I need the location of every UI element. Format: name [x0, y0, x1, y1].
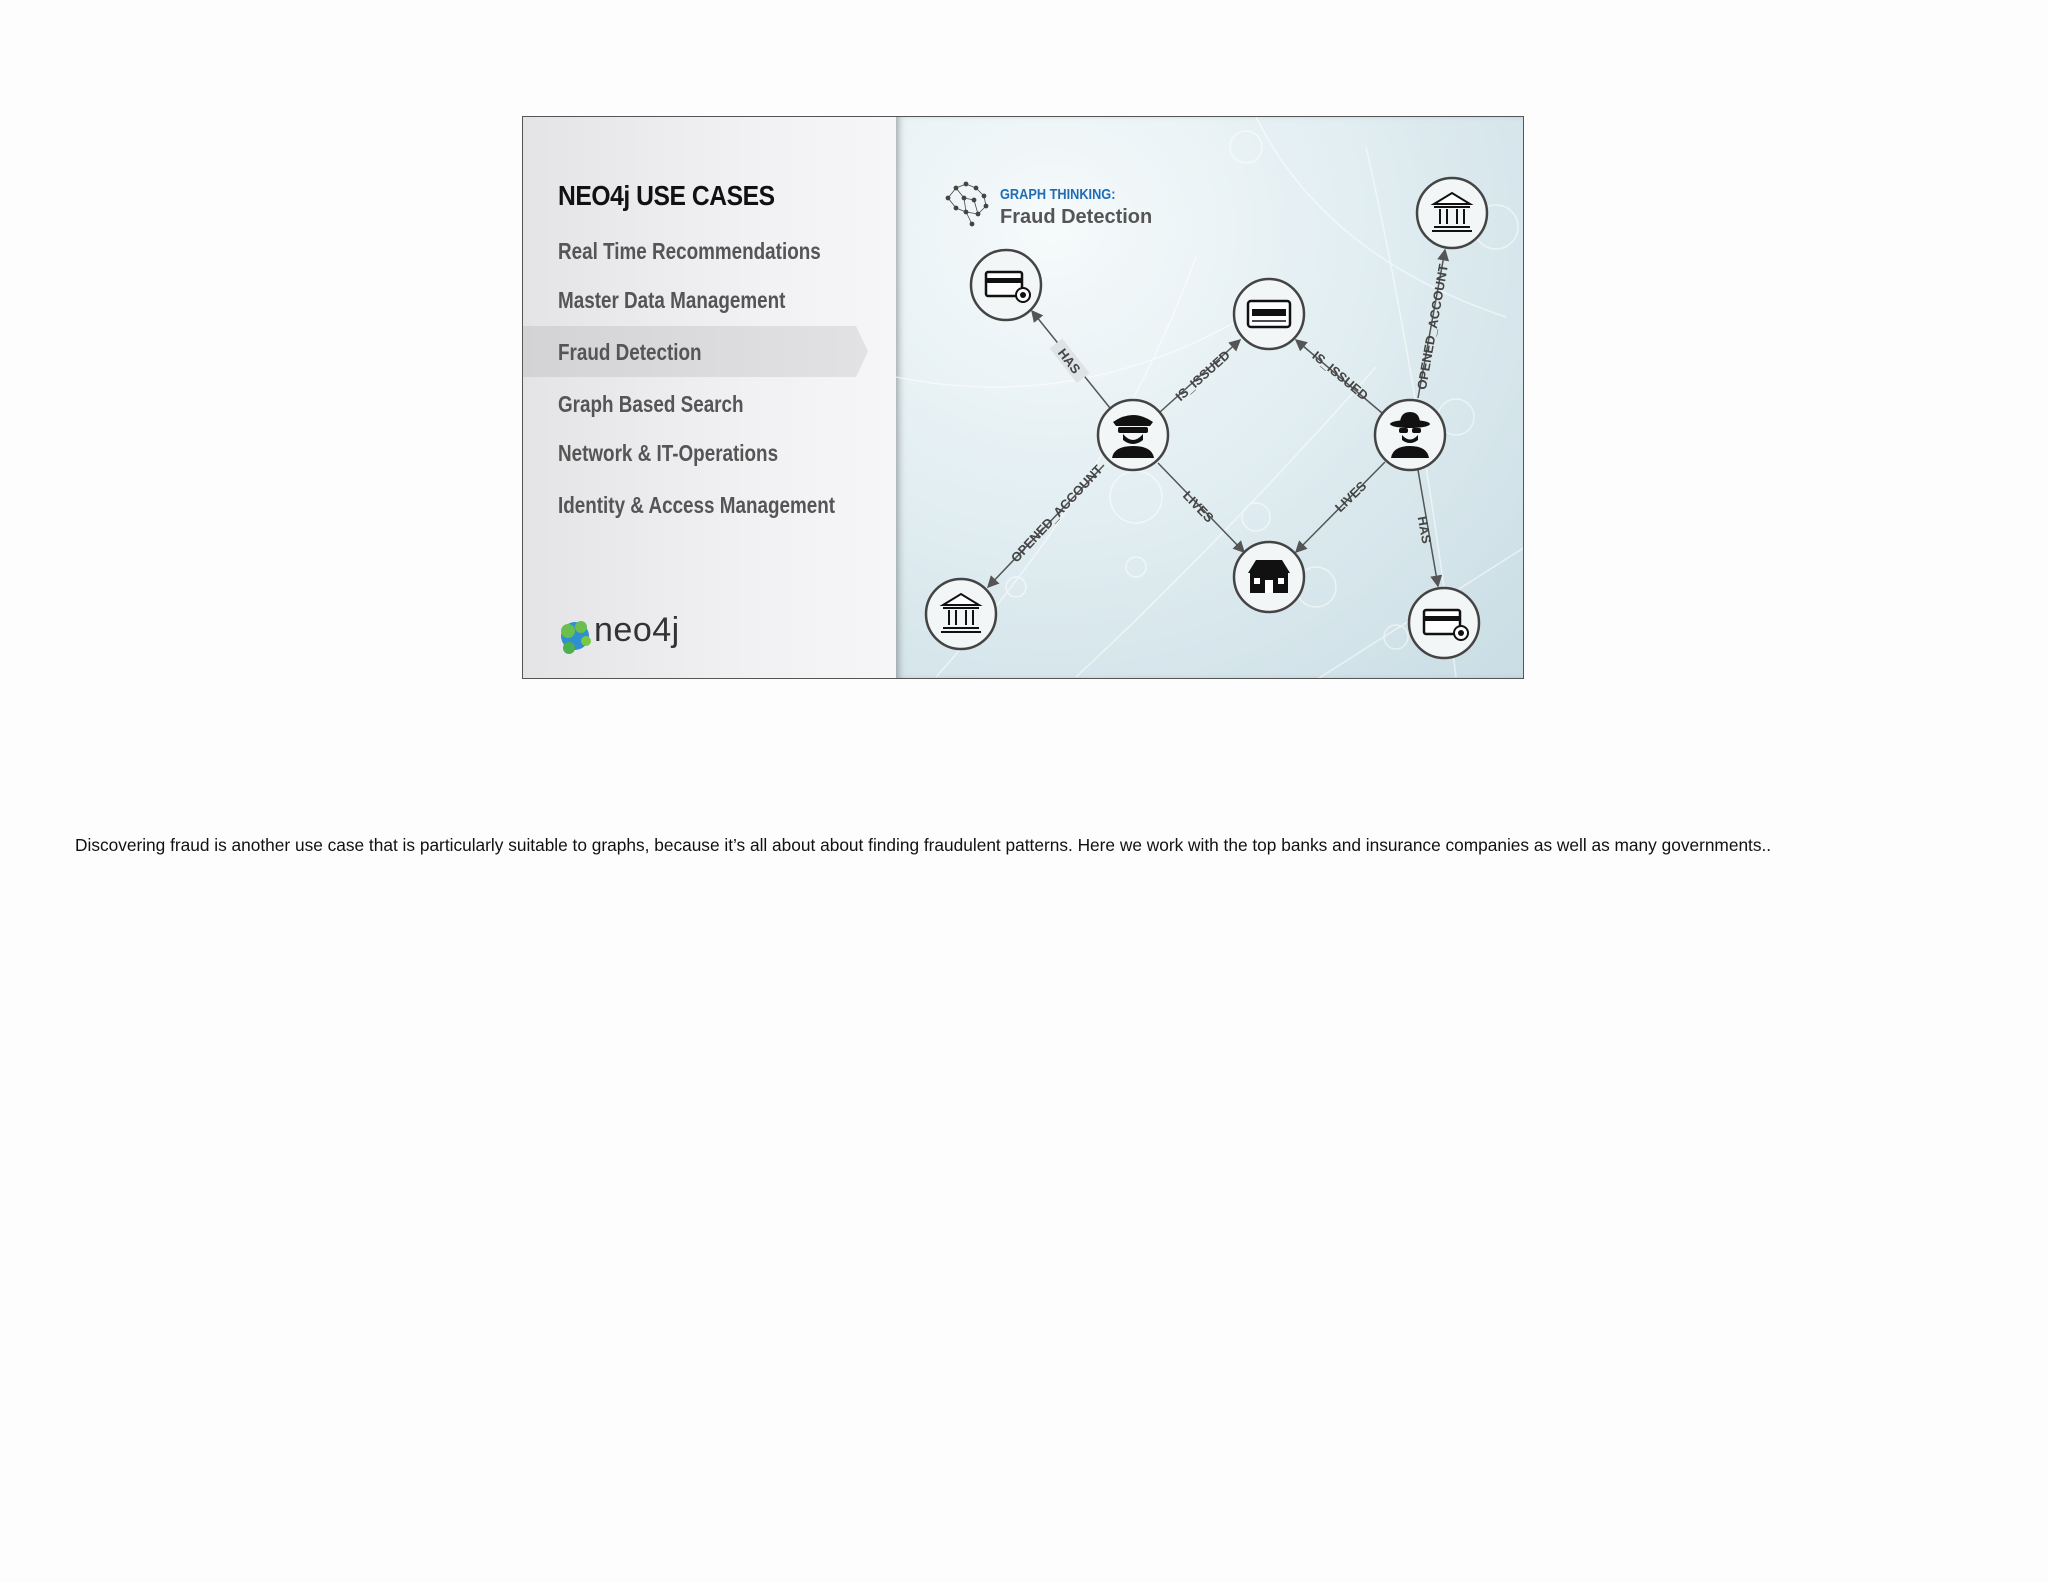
- bank-node-2[interactable]: [1417, 178, 1487, 248]
- credit-card-node-1[interactable]: [971, 250, 1041, 320]
- graph-thinking-subtitle: Fraud Detection: [1000, 206, 1153, 228]
- menu-item-network-it-operations[interactable]: Network & IT-Operations: [558, 440, 779, 466]
- menu-item-master-data-management[interactable]: Master Data Management: [558, 287, 786, 313]
- house-node[interactable]: [1234, 542, 1304, 612]
- bank-node-1[interactable]: [926, 579, 996, 649]
- menu-item-real-time-recommendations[interactable]: Real Time Recommendations: [558, 238, 821, 264]
- slide-caption: Discovering fraud is another use case that is particularly suitable to graphs, because it’s all about about finding fraudulent patterns. Here we work with the top banks and insurance companies as well as many governments..: [75, 835, 1772, 855]
- edge-label-opened-account-1: OPENED_ACCOUNT: [1007, 462, 1106, 566]
- fraud-graph: [0, 0, 2048, 700]
- menu-item-identity-access-management[interactable]: Identity & Access Management: [558, 492, 836, 518]
- menu-item-fraud-detection[interactable]: Fraud Detection: [558, 339, 702, 365]
- menu-item-graph-based-search[interactable]: Graph Based Search: [558, 391, 744, 417]
- edge-label-lives-1: LIVES: [1179, 487, 1217, 526]
- house-icon: [1248, 560, 1290, 593]
- credit-card-node-2[interactable]: [1409, 588, 1479, 658]
- fraudster-node-2[interactable]: [1375, 400, 1445, 470]
- neo4j-logo-text: neo4j: [594, 611, 680, 649]
- id-card-node[interactable]: [1234, 279, 1304, 349]
- edge-label-opened-account-2: OPENED_ACCOUNT: [1414, 263, 1451, 391]
- edge-label-has-2: HAS: [1414, 515, 1435, 545]
- graph-thinking-title: GRAPH THINKING:: [1000, 186, 1116, 203]
- id-card-icon: [1248, 301, 1290, 327]
- fraudster-node-1[interactable]: [1098, 400, 1168, 470]
- edge-label-is-issued-2: IS_ISSUED: [1309, 348, 1372, 404]
- edge-label-has-1: HAS: [1054, 345, 1084, 377]
- edge-label-lives-2: LIVES: [1331, 478, 1370, 516]
- edge-label-is-issued-1: IS_ISSUED: [1172, 347, 1233, 404]
- use-cases-heading: NEO4j USE CASES: [558, 180, 775, 211]
